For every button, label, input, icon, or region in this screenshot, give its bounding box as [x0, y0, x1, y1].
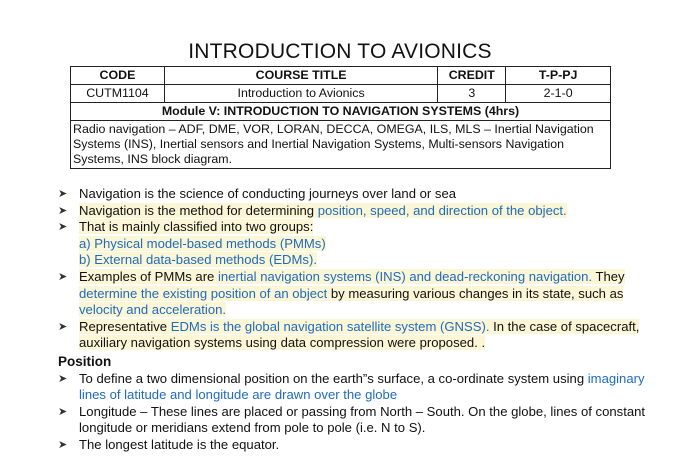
bullet-list: [58, 186, 658, 454]
highlight-text: imaginary lines of latitude and longitude are drawn over the globe: [79, 370, 645, 403]
module-row: [71, 103, 611, 121]
header-code: CODE: [71, 67, 165, 85]
list-item: [58, 203, 658, 220]
bullet-text: Navigation is the method for determining: [79, 202, 318, 218]
highlight-text: velocity and acceleration.: [79, 302, 227, 318]
bullet-text: They: [592, 268, 625, 284]
arrow-bullet-icon: ➤: [58, 320, 68, 333]
list-item: [58, 437, 658, 454]
arrow-bullet-icon: ➤: [58, 221, 68, 234]
cell-credit: 3: [438, 85, 506, 103]
highlight-text: determine the existing position of an object: [79, 285, 328, 301]
sub-item-edm: b) External data-based methods (EDMs).: [79, 252, 317, 268]
bullet-text: The longest latitude is the equator.: [79, 436, 280, 452]
table-header-row: [71, 67, 611, 85]
arrow-bullet-icon: ➤: [58, 438, 68, 451]
list-item: [58, 269, 658, 319]
bullet-text: Examples of PMMs are: [79, 268, 218, 284]
list-item: [58, 219, 658, 269]
page-title: INTRODUCTION TO AVIONICS: [188, 40, 492, 63]
module-title: Module V: INTRODUCTION TO NAVIGATION SYSTEMS (4hrs): [71, 103, 611, 121]
cell-tppj: 2-1-0: [506, 85, 611, 103]
bullet-text: In the case of spacecraft, auxiliary navigation systems using data compression were proposed. .: [79, 318, 640, 351]
bullet-text: To define a two dimensional position on the earth”s surface, a co-ordinate system using: [79, 370, 588, 386]
list-item: [58, 186, 658, 203]
arrow-bullet-icon: ➤: [58, 270, 68, 283]
arrow-bullet-icon: ➤: [58, 372, 68, 385]
syllabus-row: [71, 121, 611, 169]
arrow-bullet-icon: ➤: [58, 188, 68, 200]
cell-code: CUTM1104: [71, 85, 165, 103]
bullet-text: by measuring various changes in its state, such as: [327, 285, 624, 301]
bullet-text: Representative: [79, 318, 171, 334]
highlight-text: EDMs is the global navigation satellite system (GNSS).: [170, 318, 490, 334]
course-table: [70, 66, 611, 169]
bullet-text: Longitude – These lines are placed or passing from North – South. On the globe, lines of constant longitude or meridians extend from pole to pole (i.e. N to S).: [79, 403, 646, 436]
section-heading-position: Position: [58, 353, 112, 369]
highlight-text: position, speed, and direction of the object.: [317, 202, 567, 218]
bullet-text: That is mainly classified into two groups:: [79, 219, 314, 235]
table-row: [71, 85, 611, 103]
arrow-bullet-icon: ➤: [58, 405, 68, 418]
list-item: [58, 371, 658, 404]
highlight-text: inertial navigation systems (INS) and dead-reckoning navigation.: [217, 268, 593, 284]
syllabus-text: Radio navigation – ADF, DME, VOR, LORAN, DECCA, OMEGA, ILS, MLS – Inertial Navigation Systems (INS), Inertial sensors and Inertial Navigation Systems, Multi-sensors Navigation Systems, INS block diagram.: [71, 121, 611, 169]
bullet-text: Navigation is the science of conducting journeys over land or sea: [79, 186, 457, 201]
header-credit: CREDIT: [438, 67, 506, 85]
arrow-bullet-icon: ➤: [58, 204, 68, 217]
header-tppj: T-P-PJ: [506, 67, 611, 85]
header-course-title: COURSE TITLE: [164, 67, 437, 85]
list-item: [58, 404, 658, 437]
sub-item-pmm: a) Physical model-based methods (PMMs): [79, 235, 326, 251]
list-item: [58, 319, 658, 352]
sub-list: [79, 236, 658, 269]
cell-course-title: Introduction to Avionics: [164, 85, 437, 103]
